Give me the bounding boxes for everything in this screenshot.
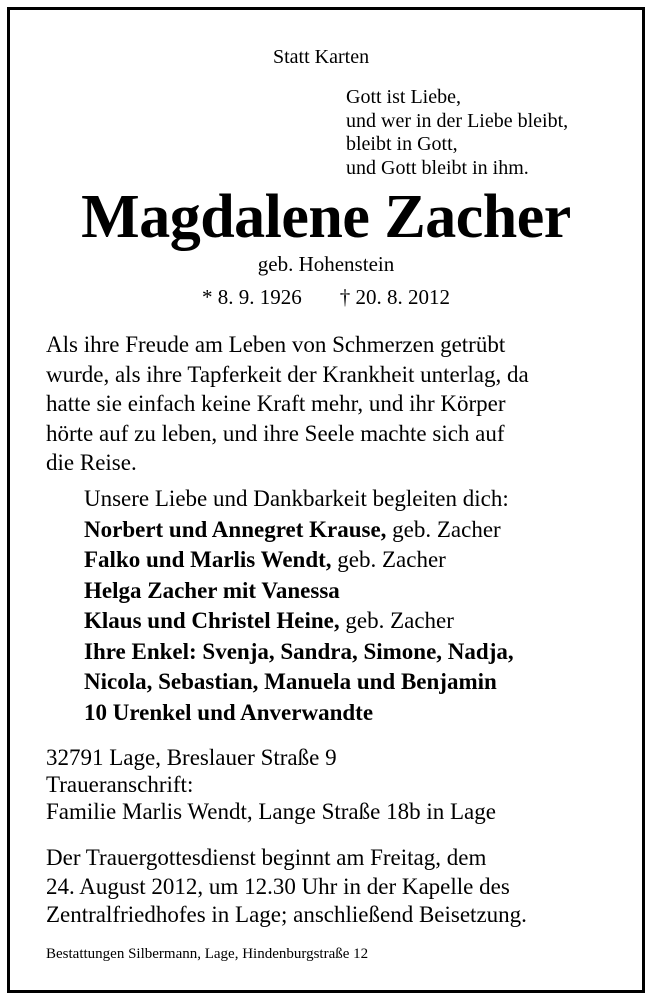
service-line: 24. August 2012, um 12.30 Uhr in der Kapelle des [46,873,510,899]
mourner-line [84,667,514,698]
statt-karten: Statt Karten [273,46,370,68]
mourner-line [84,545,514,576]
mourner-names: Helga Zacher mit Vanessa [84,577,340,603]
mourner-names: 10 Urenkel und Anverwandte [84,699,374,725]
tribute-line: hatte sie einfach keine Kraft mehr, und ihr Körper [46,391,506,416]
birth-date: * 8. 9. 1926 [202,285,302,309]
service-line: Der Trauergottesdienst beginnt am Freitag, dem [46,845,487,870]
mourner-names: Norbert und Annegret Krause, [84,516,387,542]
mourners-list [84,484,514,728]
tribute-text [46,330,529,478]
maiden-name: geb. Hohenstein [257,252,395,276]
bible-verse [346,86,568,180]
verse-line: und Gott bleibt in ihm. [346,156,529,179]
mourner-line [84,606,514,637]
mourner-names: Falko und Marlis Wendt, [84,547,332,572]
address-block [46,744,496,825]
life-dates [0,285,652,310]
verse-line: und wer in der Liebe bleibt, [346,109,569,132]
tribute-line: hörte auf zu leben, und ihre Seele machte sich auf [46,420,505,446]
mourner-line [84,515,514,546]
mourner-names: Nicola, Sebastian, Manuela und Benjamin [84,669,497,694]
verse-line: bleibt in Gott, [346,133,458,155]
mourner-line [84,576,514,607]
verse-line: Gott ist Liebe, [346,86,461,108]
funeral-service-info [46,844,527,930]
address-line: 32791 Lage, Breslauer Straße 9 [46,745,337,770]
mourner-names: Klaus und Christel Heine, [84,608,340,633]
address-line: Traueranschrift: [46,772,194,797]
mourner-note: geb. Zacher [339,608,454,633]
death-date: † 20. 8. 2012 [339,285,450,309]
undertaker-footer: Bestattungen Silbermann, Lage, Hindenburgstraße 12 [46,946,369,962]
tribute-line: die Reise. [46,450,137,475]
mourner-note: geb. Zacher [386,516,501,542]
tribute-line: wurde, als ihre Tapferkeit der Krankheit unterlag, da [46,361,529,387]
mourner-line [84,637,514,668]
mourner-names: Ihre Enkel: Svenja, Sandra, Simone, Nadja, [84,638,514,664]
mourner-line [84,698,514,729]
mourner-note: geb. Zacher [331,547,446,572]
mourners-intro: Unsere Liebe und Dankbarkeit begleiten dich: [84,486,509,511]
tribute-line: Als ihre Freude am Leben von Schmerzen getrübt [46,332,506,357]
address-line: Familie Marlis Wendt, Lange Straße 18b in Lage [46,799,496,824]
deceased-name: Magdalene Zacher [81,183,571,251]
service-line: Zentralfriedhofes in Lage; anschließend Beisetzung. [46,902,527,927]
